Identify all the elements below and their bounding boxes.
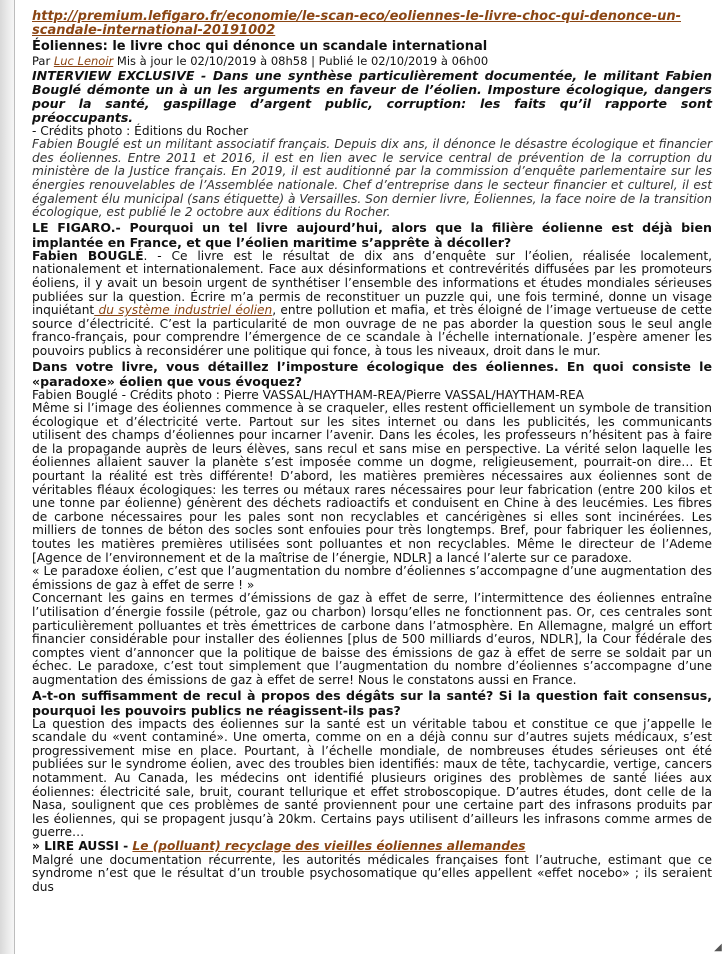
answer-2-paragraph-2: Concernant les gains en termes d’émissions de gaz à effet de serre, l’intermittence des éoliennes entraîne l’utilisation d’énergie fossile (pétrole, gaz ou charbon) lorsqu’elles ne fonctionnent pas. Or, ces centrales sont particulièrement polluantes et très émettrices de carbone dans l’atmosphère. En Allemagne, malgré un effort financier considérable pour installer des éoliennes [plus de 500 milliards d’euros, NDLR], la Cour fédérale des comptes vient d’annoncer que la politique de baisse des émissions de gaz à effet de serre se soldait par un échec. Le paradoxe, c’est tout simplement que l’augmentation du nombre d’éoliennes s’accompagne d’une augmentation des émissions de gaz à effet de serre! Nous le constatons aussi en France. (32, 591, 712, 687)
read-also-label: » LIRE AUSSI - (32, 838, 133, 853)
answer-1 (32, 250, 712, 359)
photo-credit-2: Fabien Bouglé - Crédits photo : Pierre VASSAL/HAYTHAM-REA/Pierre VASSAL/HAYTHAM-REA (32, 387, 585, 402)
question-2: Dans votre livre, vous détaillez l’imposture écologique des éoliennes. En quoi consiste le «paradoxe» éolien que vous évoquez? (32, 358, 712, 389)
pull-quote: « Le paradoxe éolien, c’est que l’augmentation du nombre d’éoliennes s’accompagne d’une augmentation des émissions de gaz à effet de serre ! » (32, 564, 712, 592)
industrial-system-link[interactable]: du système industriel éolien (94, 303, 273, 318)
answer-1-text: . - Ce livre est le résultat de dix ans d’enquête sur l’éolien, réalisée localement, nationalement et internationalement. Face aux désinformations et contrevérités diffusées par les promoteurs éoliens, il y avait un besoin urgent de synthétiser l’ensemble des informations et études mondiales sérieuses publiées sur la question. Écrire m’a permis de reconstituer un puzzle qui, une fois terminé, donne un visage inquiétant (32, 248, 712, 318)
question-3: A-t-on suffisamment de recul à propos des dégâts sur la santé? Si la question fait consensus, pourquoi les pouvoirs publics ne réagissent-ils pas? (32, 687, 712, 718)
article-title: Éoliennes: le livre choc qui dénonce un scandale international (32, 39, 488, 54)
read-also-link[interactable]: Le (polluant) recyclage des vieilles éoliennes allemandes (132, 838, 526, 853)
article-body (32, 10, 712, 894)
answer-3-paragraph-2: Malgré une documentation récurrente, les autorités médicales françaises font l’autruche, estimant que ce syndrome n’est que le résultat d’un trouble psychosomatique qu’elles appellent «effet nocebo» ; ils seraient dus (32, 852, 712, 894)
article-lead: INTERVIEW EXCLUSIVE - Dans une synthèse particulièrement documentée, le militant Fabien Bouglé démonte un à un les arguments en faveur de l’éolien. Imposture écologique, dangers pour la santé, gaspillage d’argent public, corruption: les faits qu’il rapporte sont préoccupants. (32, 67, 712, 125)
answer-1-text-cont: , entre pollution et mafia, et très éloigné de l’image vertueuse de cette source d’électricité. C’est la particularité de mon ouvrage de ne pas aborder la question sous le seul angle franco-français, pour comprendre l’émergence de ce scandale à l’échelle internationale. J’espère amener les pouvoirs publics à reconsidérer une politique qui fonce, à tous les niveaux, droit dans le mur. (32, 303, 712, 358)
byline-prefix: Par (32, 54, 54, 68)
read-also (32, 840, 712, 854)
source-url-link[interactable] (32, 10, 712, 38)
photo-credit: - Crédits photo : Éditions du Rocher (32, 123, 249, 138)
question-1: LE FIGARO.- Pourquoi un tel livre aujourd’hui, alors que la filière éolienne est déjà bien implantée en France, et que l’éolien maritime s’apprête à décoller? (32, 219, 712, 250)
author-link[interactable]: Luc Lenoir (53, 54, 114, 68)
byline-dates: Mis à jour le 02/10/2019 à 08h58 | Publié le 02/10/2019 à 06h00 (113, 54, 489, 68)
window-left-edge (0, 0, 15, 954)
source-url[interactable]: http://premium.lefigaro.fr/economie/le-scan-eco/eoliennes-le-livre-choc-qui-denonce-un-scandale-international-20191002 (32, 9, 681, 38)
answer-3-paragraph-1: La question des impacts des éoliennes sur la santé est un véritable tabou et constitue ce que j’appelle le scandale du «vent contaminé». Une omerta, comme on en a déjà connu sur d’autres sujets médicaux, s’est progressivement mise en place. Pourtant, à l’échelle mondiale, de nombreuses études sérieuses ont été publiées sur le syndrome éolien, avec des troubles bien identifiés: maux de tête, tachycardie, vertige, cancers notamment. Au Canada, les médecins ont identifié plusieurs origines des problèmes de santé liées aux éoliennes: électricité sale, bruit, courant tellurique et effet stroboscopique. D’autres études, dont celle de la Nasa, soulignent que ces problèmes de santé proviennent pour une certaine part des infrasons produits par les éoliennes, qui se propagent jusqu’à 20km. Certains pays utilisent d’ailleurs les infrasons comme armes de guerre… (32, 716, 712, 840)
byline (32, 55, 712, 69)
answer-1-speaker: Fabien BOUGLÉ (32, 248, 144, 263)
resize-grip-icon[interactable]: ◢ (714, 942, 722, 953)
author-bio: Fabien Bouglé est un militant associatif français. Depuis dix ans, il dénonce le désastre écologique et financier des éoliennes. Entre 2011 et 2016, il est en lien avec le service central de prévention de la corruption du ministère de la Justice français. En 2019, il est auditionné par la commission d’enquête parlementaire sur les énergies renouvelables de l’Assemblée nationale. Chef d’entreprise dans le secteur financier et culturel, il est également élu municipal (sans étiquette) à Versailles. Son dernier livre, Éoliennes, la face noire de la transition écologique, est publié le 2 octobre aux éditions du Rocher. (32, 137, 712, 220)
answer-2-paragraph-1: Même si l’image des éoliennes commence à se craqueler, elles restent officiellement un symbole de transition écologique et d’électricité verte. Partout sur les sites internet ou dans les publicités, les communicants utilisent des champs d’éoliennes pour incarner l’avenir. Dans les écoles, les professeurs n’hésitent pas à faire de la propagande auprès de leurs élèves, sans recul et sans mise en perspective. La vérité selon laquelle les éoliennes allaient sauver la planète s’est imposée comme un dogme, religieusement, pourrait-on dire… Et pourtant la réalité est très différente! D’abord, les matières premières nécessaires aux éoliennes sont de véritables fléaux écologiques: les terres ou métaux rares nécessaires pour leur fabrication (entre 200 kilos et une tonne par éolienne) génèrent des déchets radioactifs et conduisent en Chine à des leucémies. Les fibres de carbone nécessaires pour les pales sont non recyclables et cancérigènes si elles sont incinérées. Les milliers de tonnes de béton des socles sont enfouies pour très longtemps. Bref, pour fabriquer les éoliennes, toutes les matières premières utilisées sont polluantes et non recyclables. Même le directeur de l’Ademe [Agence de l’environnement et de la maîtrise de l’énergie, NDLR] a lancé l’alerte sur ce paradoxe. (32, 401, 712, 565)
